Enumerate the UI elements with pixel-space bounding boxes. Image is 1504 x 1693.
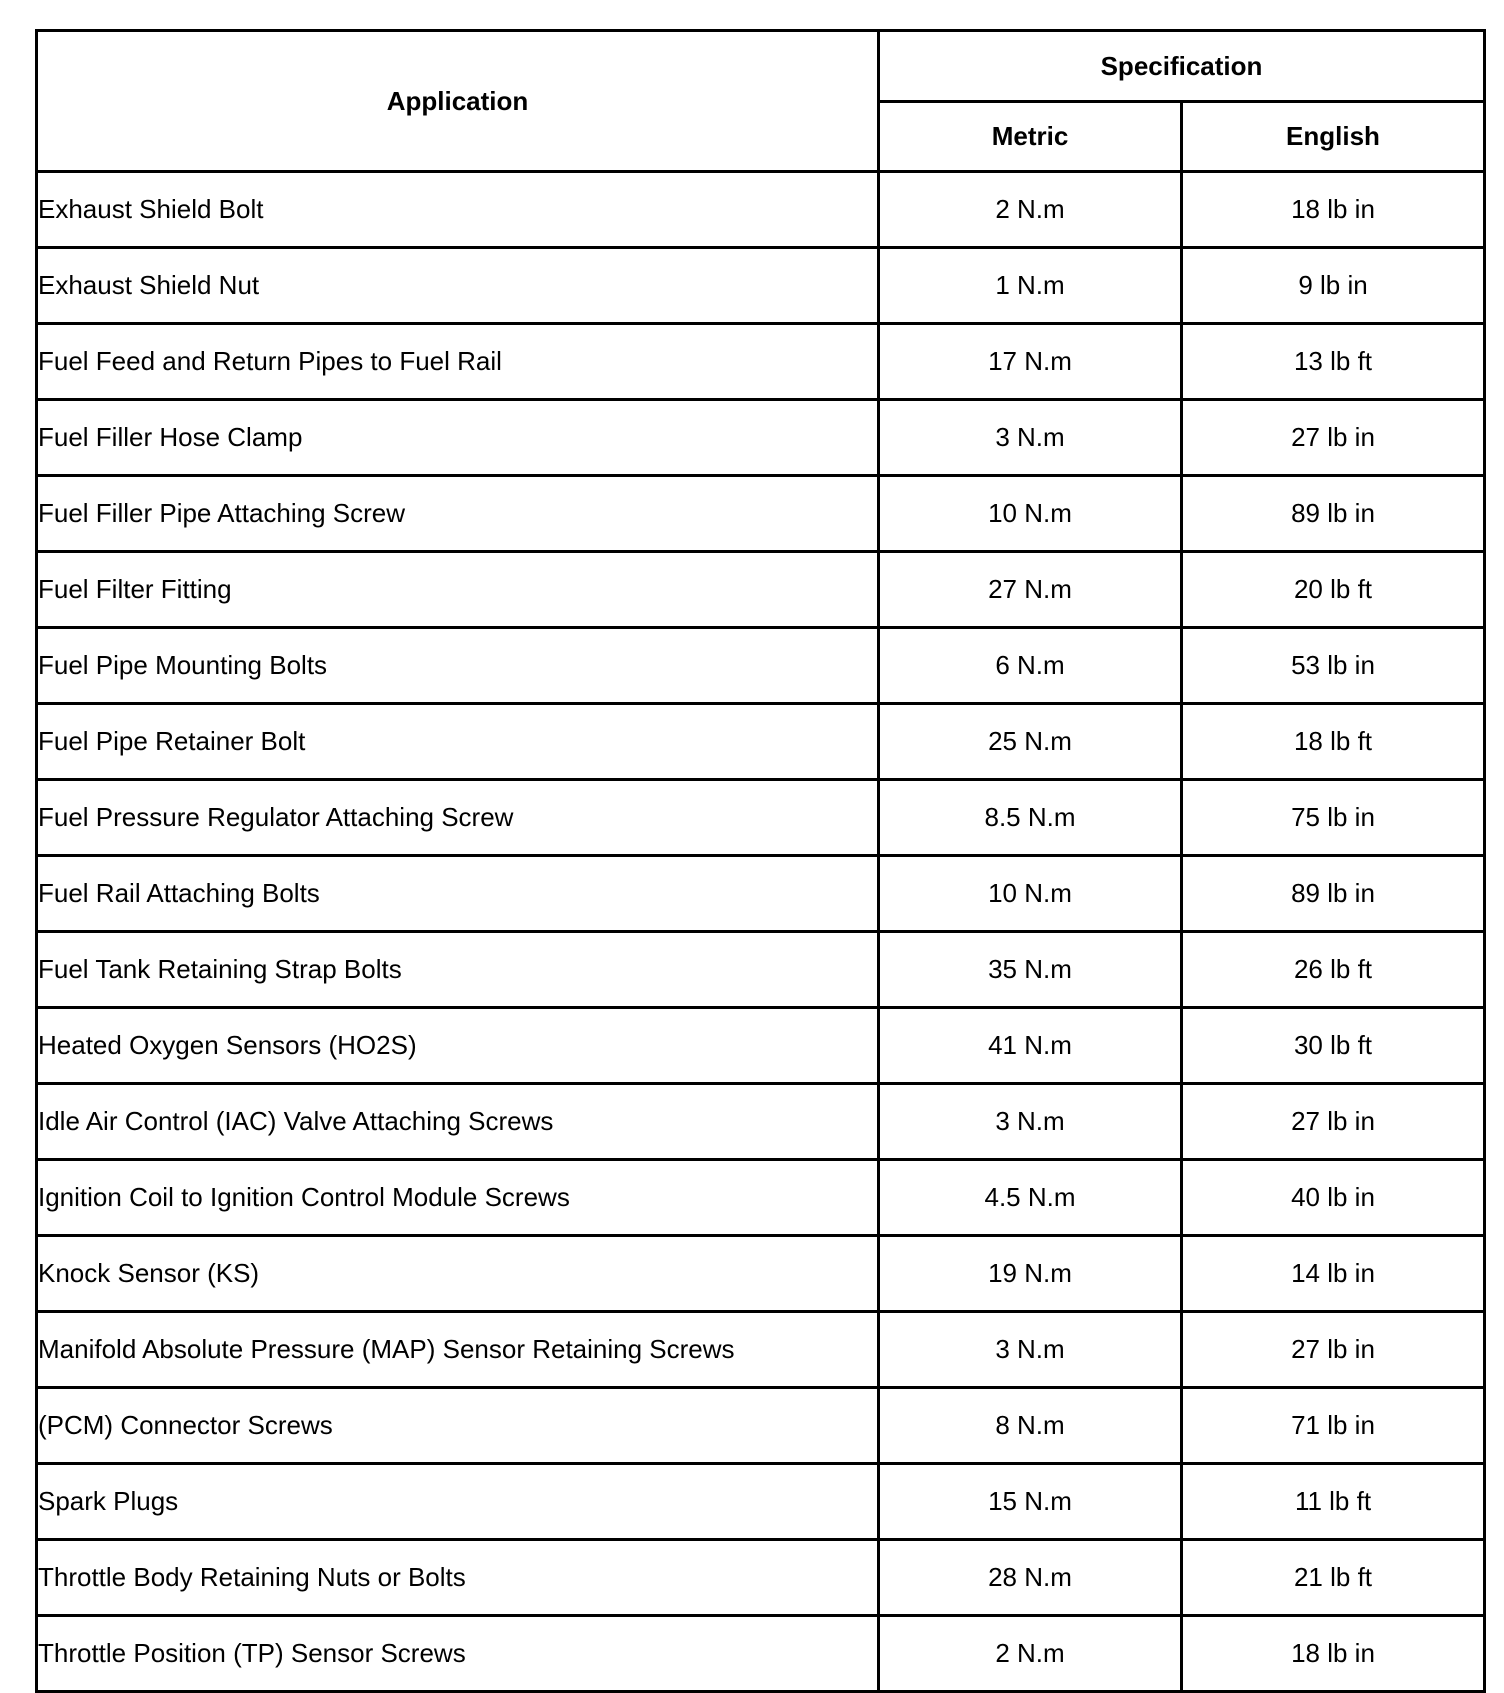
english-cell: 75 lb in <box>1182 780 1485 856</box>
header-specification: Specification <box>879 31 1485 102</box>
torque-spec-table <box>35 29 1486 1693</box>
metric-cell: 10 N.m <box>879 856 1182 932</box>
application-cell: (PCM) Connector Screws <box>37 1388 879 1464</box>
header-english: English <box>1182 102 1485 172</box>
application-cell: Manifold Absolute Pressure (MAP) Sensor Retaining Screws <box>37 1312 879 1388</box>
header-application: Application <box>37 31 879 172</box>
application-cell: Exhaust Shield Bolt <box>37 172 879 248</box>
metric-cell: 10 N.m <box>879 476 1182 552</box>
metric-cell: 1 N.m <box>879 248 1182 324</box>
metric-cell: 19 N.m <box>879 1236 1182 1312</box>
table-row <box>37 400 1485 476</box>
metric-cell: 25 N.m <box>879 704 1182 780</box>
application-cell: Fuel Filler Pipe Attaching Screw <box>37 476 879 552</box>
application-cell: Heated Oxygen Sensors (HO2S) <box>37 1008 879 1084</box>
english-cell: 71 lb in <box>1182 1388 1485 1464</box>
table-row <box>37 324 1485 400</box>
table-row <box>37 1540 1485 1616</box>
english-cell: 14 lb in <box>1182 1236 1485 1312</box>
application-cell: Exhaust Shield Nut <box>37 248 879 324</box>
metric-cell: 8.5 N.m <box>879 780 1182 856</box>
table-row <box>37 1160 1485 1236</box>
table-row <box>37 1236 1485 1312</box>
metric-cell: 35 N.m <box>879 932 1182 1008</box>
english-cell: 30 lb ft <box>1182 1008 1485 1084</box>
metric-cell: 6 N.m <box>879 628 1182 704</box>
english-cell: 18 lb in <box>1182 1616 1485 1692</box>
application-cell: Idle Air Control (IAC) Valve Attaching Screws <box>37 1084 879 1160</box>
english-cell: 89 lb in <box>1182 856 1485 932</box>
table-row <box>37 704 1485 780</box>
metric-cell: 2 N.m <box>879 1616 1182 1692</box>
application-cell: Fuel Pipe Mounting Bolts <box>37 628 879 704</box>
table-row <box>37 1008 1485 1084</box>
table-row <box>37 1312 1485 1388</box>
english-cell: 18 lb in <box>1182 172 1485 248</box>
metric-cell: 4.5 N.m <box>879 1160 1182 1236</box>
english-cell: 26 lb ft <box>1182 932 1485 1008</box>
header-row-top <box>37 31 1485 102</box>
application-cell: Ignition Coil to Ignition Control Module Screws <box>37 1160 879 1236</box>
table-row <box>37 932 1485 1008</box>
table-row <box>37 780 1485 856</box>
english-cell: 21 lb ft <box>1182 1540 1485 1616</box>
application-cell: Fuel Tank Retaining Strap Bolts <box>37 932 879 1008</box>
application-cell: Throttle Body Retaining Nuts or Bolts <box>37 1540 879 1616</box>
table-row <box>37 248 1485 324</box>
english-cell: 27 lb in <box>1182 1084 1485 1160</box>
application-cell: Throttle Position (TP) Sensor Screws <box>37 1616 879 1692</box>
metric-cell: 15 N.m <box>879 1464 1182 1540</box>
english-cell: 11 lb ft <box>1182 1464 1485 1540</box>
table-header <box>37 31 1485 172</box>
english-cell: 9 lb in <box>1182 248 1485 324</box>
metric-cell: 3 N.m <box>879 400 1182 476</box>
application-cell: Fuel Pipe Retainer Bolt <box>37 704 879 780</box>
table-body <box>37 172 1485 1692</box>
metric-cell: 3 N.m <box>879 1312 1182 1388</box>
english-cell: 89 lb in <box>1182 476 1485 552</box>
english-cell: 40 lb in <box>1182 1160 1485 1236</box>
metric-cell: 2 N.m <box>879 172 1182 248</box>
english-cell: 18 lb ft <box>1182 704 1485 780</box>
table-row <box>37 1464 1485 1540</box>
table-row <box>37 552 1485 628</box>
application-cell: Fuel Rail Attaching Bolts <box>37 856 879 932</box>
table-row <box>37 628 1485 704</box>
english-cell: 20 lb ft <box>1182 552 1485 628</box>
header-metric: Metric <box>879 102 1182 172</box>
application-cell: Fuel Pressure Regulator Attaching Screw <box>37 780 879 856</box>
table-row <box>37 476 1485 552</box>
application-cell: Knock Sensor (KS) <box>37 1236 879 1312</box>
table-row <box>37 1388 1485 1464</box>
application-cell: Fuel Filter Fitting <box>37 552 879 628</box>
metric-cell: 8 N.m <box>879 1388 1182 1464</box>
application-cell: Spark Plugs <box>37 1464 879 1540</box>
metric-cell: 27 N.m <box>879 552 1182 628</box>
metric-cell: 3 N.m <box>879 1084 1182 1160</box>
metric-cell: 41 N.m <box>879 1008 1182 1084</box>
english-cell: 13 lb ft <box>1182 324 1485 400</box>
metric-cell: 28 N.m <box>879 1540 1182 1616</box>
application-cell: Fuel Feed and Return Pipes to Fuel Rail <box>37 324 879 400</box>
application-cell: Fuel Filler Hose Clamp <box>37 400 879 476</box>
table-row <box>37 856 1485 932</box>
table-row <box>37 1084 1485 1160</box>
table-row <box>37 172 1485 248</box>
english-cell: 27 lb in <box>1182 400 1485 476</box>
metric-cell: 17 N.m <box>879 324 1182 400</box>
english-cell: 27 lb in <box>1182 1312 1485 1388</box>
table-row <box>37 1616 1485 1692</box>
english-cell: 53 lb in <box>1182 628 1485 704</box>
